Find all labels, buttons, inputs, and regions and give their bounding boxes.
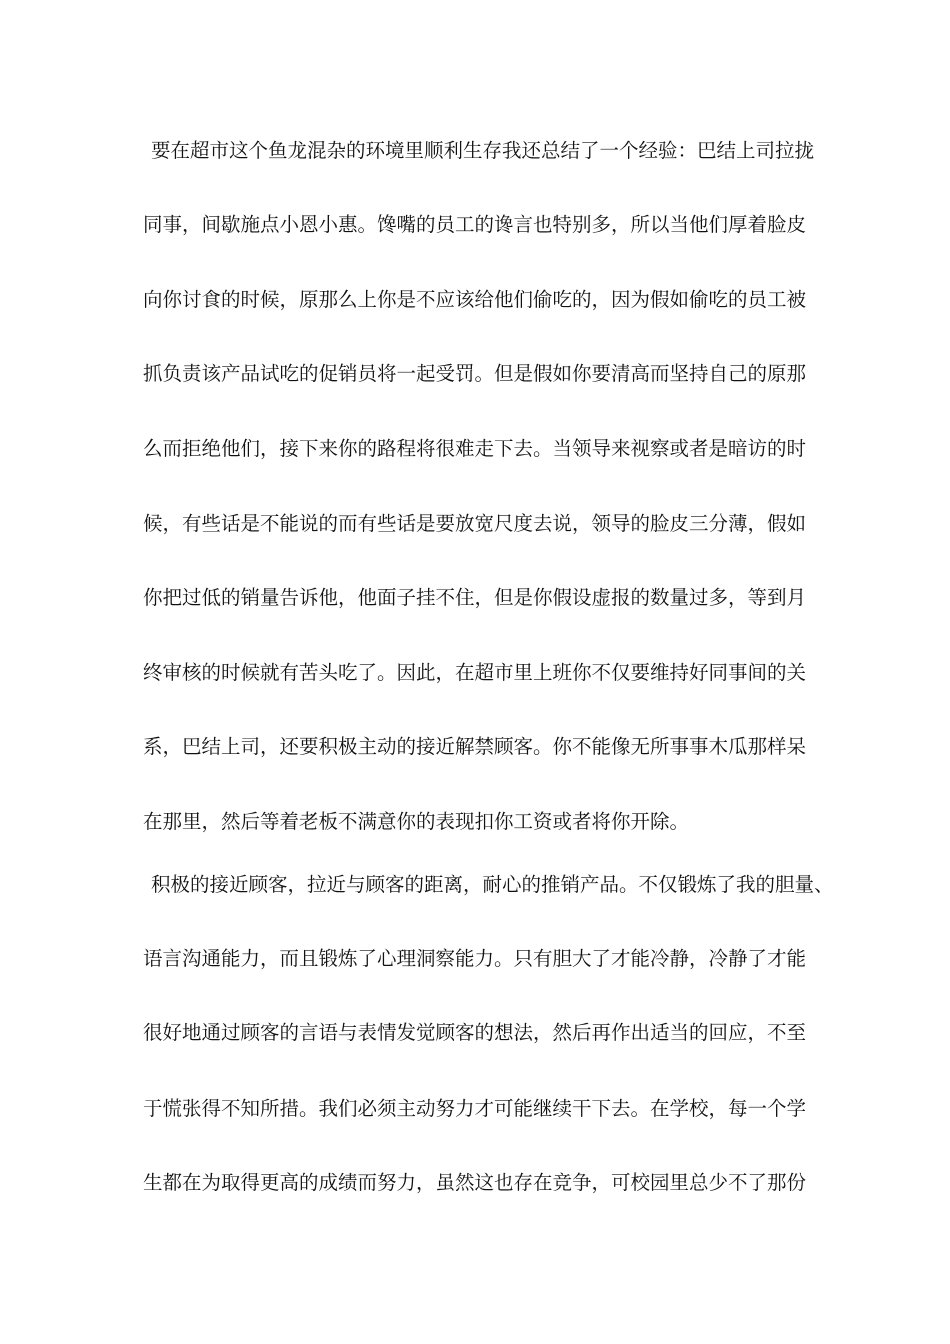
paragraph-2-line-4: 于慌张得不知所措。我们必须主动努力才可能继续干下去。在学校，每一个学 xyxy=(143,1097,807,1120)
paragraph-1-line-10: 在那里，然后等着老板不满意你的表现扣你工资或者将你开除。 xyxy=(143,810,690,833)
paragraph-1-line-8: 终审核的时候就有苦头吃了。因此，在超市里上班你不仅要维持好同事间的关 xyxy=(143,661,807,684)
paragraph-1-line-4: 抓负责该产品试吃的促销员将一起受罚。但是假如你要清高而坚持自己的原那 xyxy=(143,362,807,385)
paragraph-1-line-2: 同事，间歇施点小恩小惠。馋嘴的员工的谗言也特别多，所以当他们厚着脸皮 xyxy=(143,213,807,236)
paragraph-1-line-5: 么而拒绝他们，接下来你的路程将很难走下去。当领导来视察或者是暗访的时 xyxy=(143,437,807,460)
paragraph-1-line-9: 系，巴结上司，还要积极主动的接近解禁顾客。你不能像无所事事木瓜那样呆 xyxy=(143,735,807,758)
paragraph-1-line-6: 候，有些话是不能说的而有些话是要放宽尺度去说，领导的脸皮三分薄，假如 xyxy=(143,512,807,535)
paragraph-1-line-7: 你把过低的销量告诉他，他面子挂不住，但是你假设虚报的数量过多，等到月 xyxy=(143,586,807,609)
paragraph-2-line-1: 积极的接近顾客，拉近与顾客的距离，耐心的推销产品。不仅锻炼了我的胆量、 xyxy=(151,873,834,896)
paragraph-2-line-2: 语言沟通能力，而且锻炼了心理洞察能力。只有胆大了才能冷静，冷静了才能 xyxy=(143,947,807,970)
paragraph-1-line-1: 要在超市这个鱼龙混杂的环境里顺利生存我还总结了一个经验：巴结上司拉拢 xyxy=(151,139,815,162)
paragraph-1-line-3: 向你讨食的时候，原那么上你是不应该给他们偷吃的，因为假如偷吃的员工被 xyxy=(143,288,807,311)
paragraph-2-line-3: 很好地通过顾客的言语与表情发觉顾客的想法，然后再作出适当的回应，不至 xyxy=(143,1021,807,1044)
paragraph-2-line-5: 生都在为取得更高的成绩而努力，虽然这也存在竞争，可校园里总少不了那份 xyxy=(143,1171,807,1194)
